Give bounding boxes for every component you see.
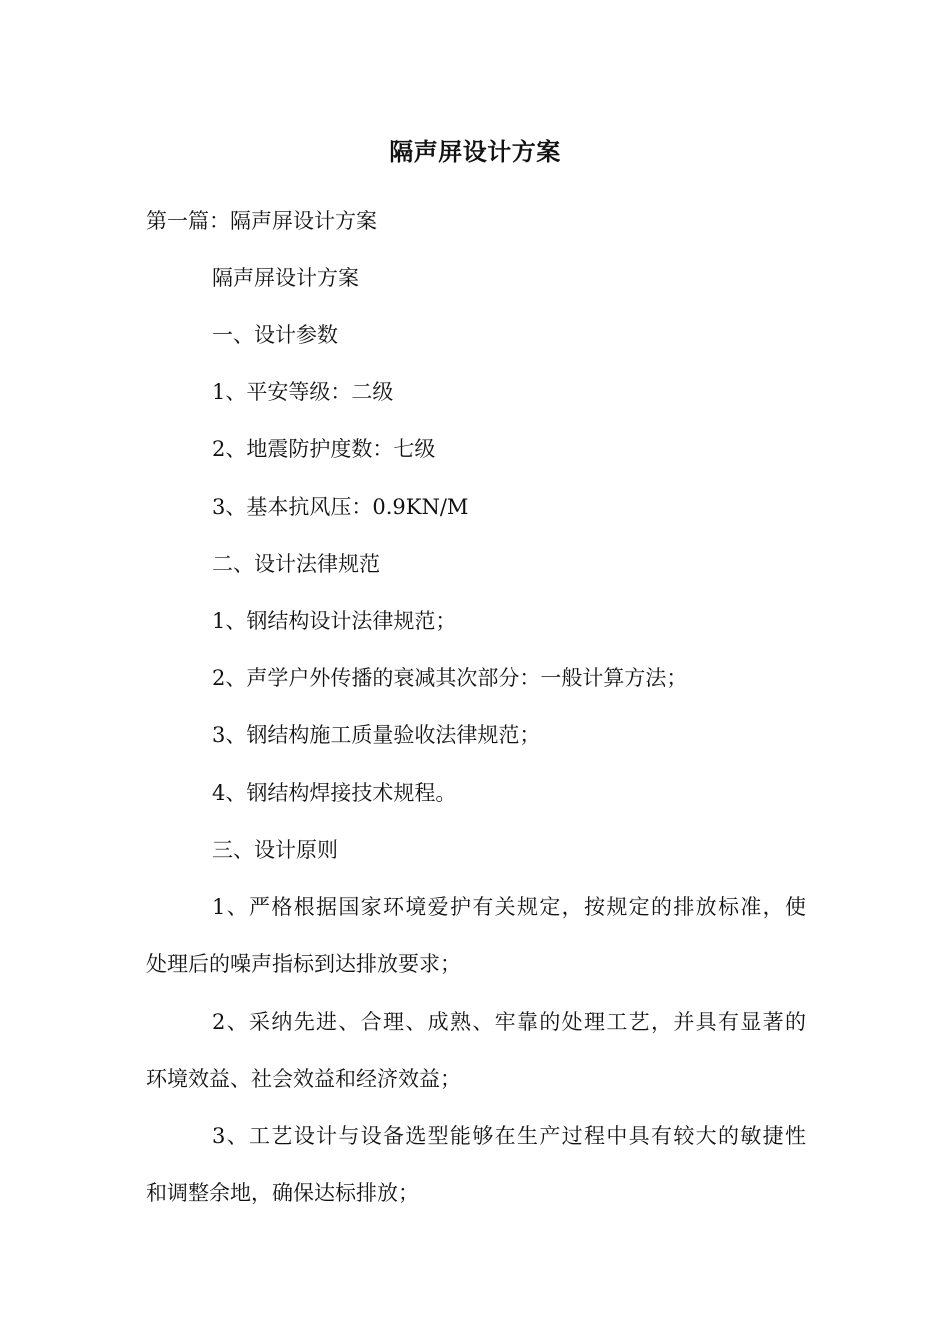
paragraph-line: 3、钢结构施工质量验收法律规范；: [212, 723, 541, 747]
document-title: 隔声屏设计方案: [389, 137, 561, 166]
paragraph-line: 2、地震防护度数：七级: [212, 437, 436, 461]
paragraph-line: 1、平安等级：二级: [212, 380, 394, 404]
paragraph-line: 处理后的噪声指标到达排放要求；: [146, 952, 461, 976]
paragraph-line: 4、钢结构焊接技术规程。: [212, 781, 457, 805]
section-heading-regulations: 二、设计法律规范: [212, 552, 380, 576]
paragraph-line: 2、声学户外传播的衰减其次部分：一般计算方法；: [212, 666, 688, 690]
paragraph-line: 1、严格根据国家环境爱护有关规定，按规定的排放标准，使: [212, 895, 806, 919]
paragraph-line: 2、采纳先进、合理、成熟、牢靠的处理工艺，并具有显著的: [212, 1010, 806, 1034]
section-title: 隔声屏设计方案: [212, 266, 359, 290]
paragraph-line: 3、基本抗风压：0.9KN/M: [212, 495, 469, 519]
paragraph-line: 和调整余地，确保达标排放；: [146, 1181, 419, 1205]
section-heading-principles: 三、设计原则: [212, 838, 338, 862]
paragraph-line: 1、钢结构设计法律规范；: [212, 609, 457, 633]
paragraph-line: 环境效益、社会效益和经济效益；: [146, 1067, 461, 1091]
chapter-heading: 第一篇：隔声屏设计方案: [146, 209, 377, 233]
section-heading-design-params: 一、设计参数: [212, 323, 338, 347]
paragraph-line: 3、工艺设计与设备选型能够在生产过程中具有较大的敏捷性: [212, 1124, 806, 1148]
